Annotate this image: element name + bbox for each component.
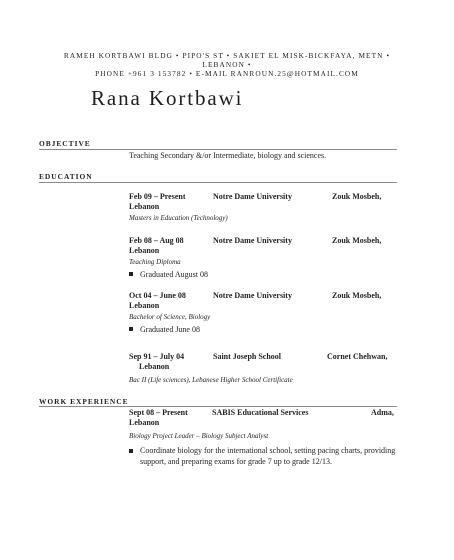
edu-dates: Sep 91 – July 04 [129, 352, 185, 361]
edu-country: Lebanon [129, 202, 160, 211]
objective-text: Teaching Secondary &/or Intermediate, biology and sciences. [129, 151, 327, 160]
edu-degree: Masters in Education (Technology) [129, 214, 228, 222]
address-line-country: LEBANON • [202, 60, 252, 69]
edu-institution: Notre Dame University [213, 192, 292, 201]
work-dates: Sept 08 – Present [129, 408, 188, 417]
list-item [129, 325, 200, 334]
bullet-icon [129, 449, 133, 453]
work-bullet-text: Coordinate biology for the international school, setting pacing charts, providing support, and preparing exams for grade 7 up to grade 12/13. [140, 446, 396, 466]
work-employer: SABIS Educational Services [212, 408, 309, 417]
edu-country: Lebanon [129, 246, 160, 255]
edu-institution: Notre Dame University [213, 236, 292, 245]
candidate-name: Rana Kortbawi [91, 86, 244, 110]
edu-dates: Feb 09 – Present [129, 192, 186, 201]
bullet-icon [129, 327, 133, 331]
edu-location: Zouk Mosbeh, [332, 291, 382, 300]
edu-country: Lebanon [139, 362, 170, 371]
section-divider [39, 149, 397, 150]
contact-line: PHONE +961 3 153782 • E-MAIL RANROUN.25@HOTMAIL.COM [95, 69, 359, 78]
address-line: RAMEH KORTBAWI BLDG • PIPO'S ST • SAKIET EL MISK-BICKFAYA, METN • [63, 51, 391, 60]
section-title-objective: OBJECTIVE [39, 139, 91, 148]
edu-location: Zouk Mosbeh, [332, 192, 382, 201]
edu-degree: Bac II (Life sciences), Lebanese Higher School Certificate [129, 376, 293, 384]
edu-country: Lebanon [129, 301, 160, 310]
edu-institution: Saint Joseph School [213, 352, 282, 361]
work-role: Biology Project Leader – Biology Subject Analyst [129, 432, 269, 440]
list-item [129, 270, 208, 279]
edu-location: Zouk Mosbeh, [332, 236, 382, 245]
edu-institution: Notre Dame University [213, 291, 292, 300]
edu-dates: Feb 08 – Aug 08 [129, 236, 184, 245]
section-divider [39, 406, 397, 407]
edu-degree: Bachelor of Science, Biology [129, 313, 211, 321]
section-title-education: EDUCATION [39, 172, 93, 181]
section-title-work-experience: WORK EXPERIENCE [39, 397, 129, 406]
edu-location: Cornet Chehwan, [327, 352, 388, 361]
work-location: Adma, [371, 408, 394, 417]
section-divider [39, 182, 397, 183]
bullet-icon [129, 272, 133, 276]
edu-bullet-text: Graduated August 08 [140, 270, 208, 279]
edu-bullet-text: Graduated June 08 [140, 325, 200, 334]
edu-dates: Oct 04 – June 08 [129, 291, 186, 300]
edu-degree: Teaching Diploma [129, 258, 181, 266]
work-country: Lebanon [129, 418, 160, 427]
